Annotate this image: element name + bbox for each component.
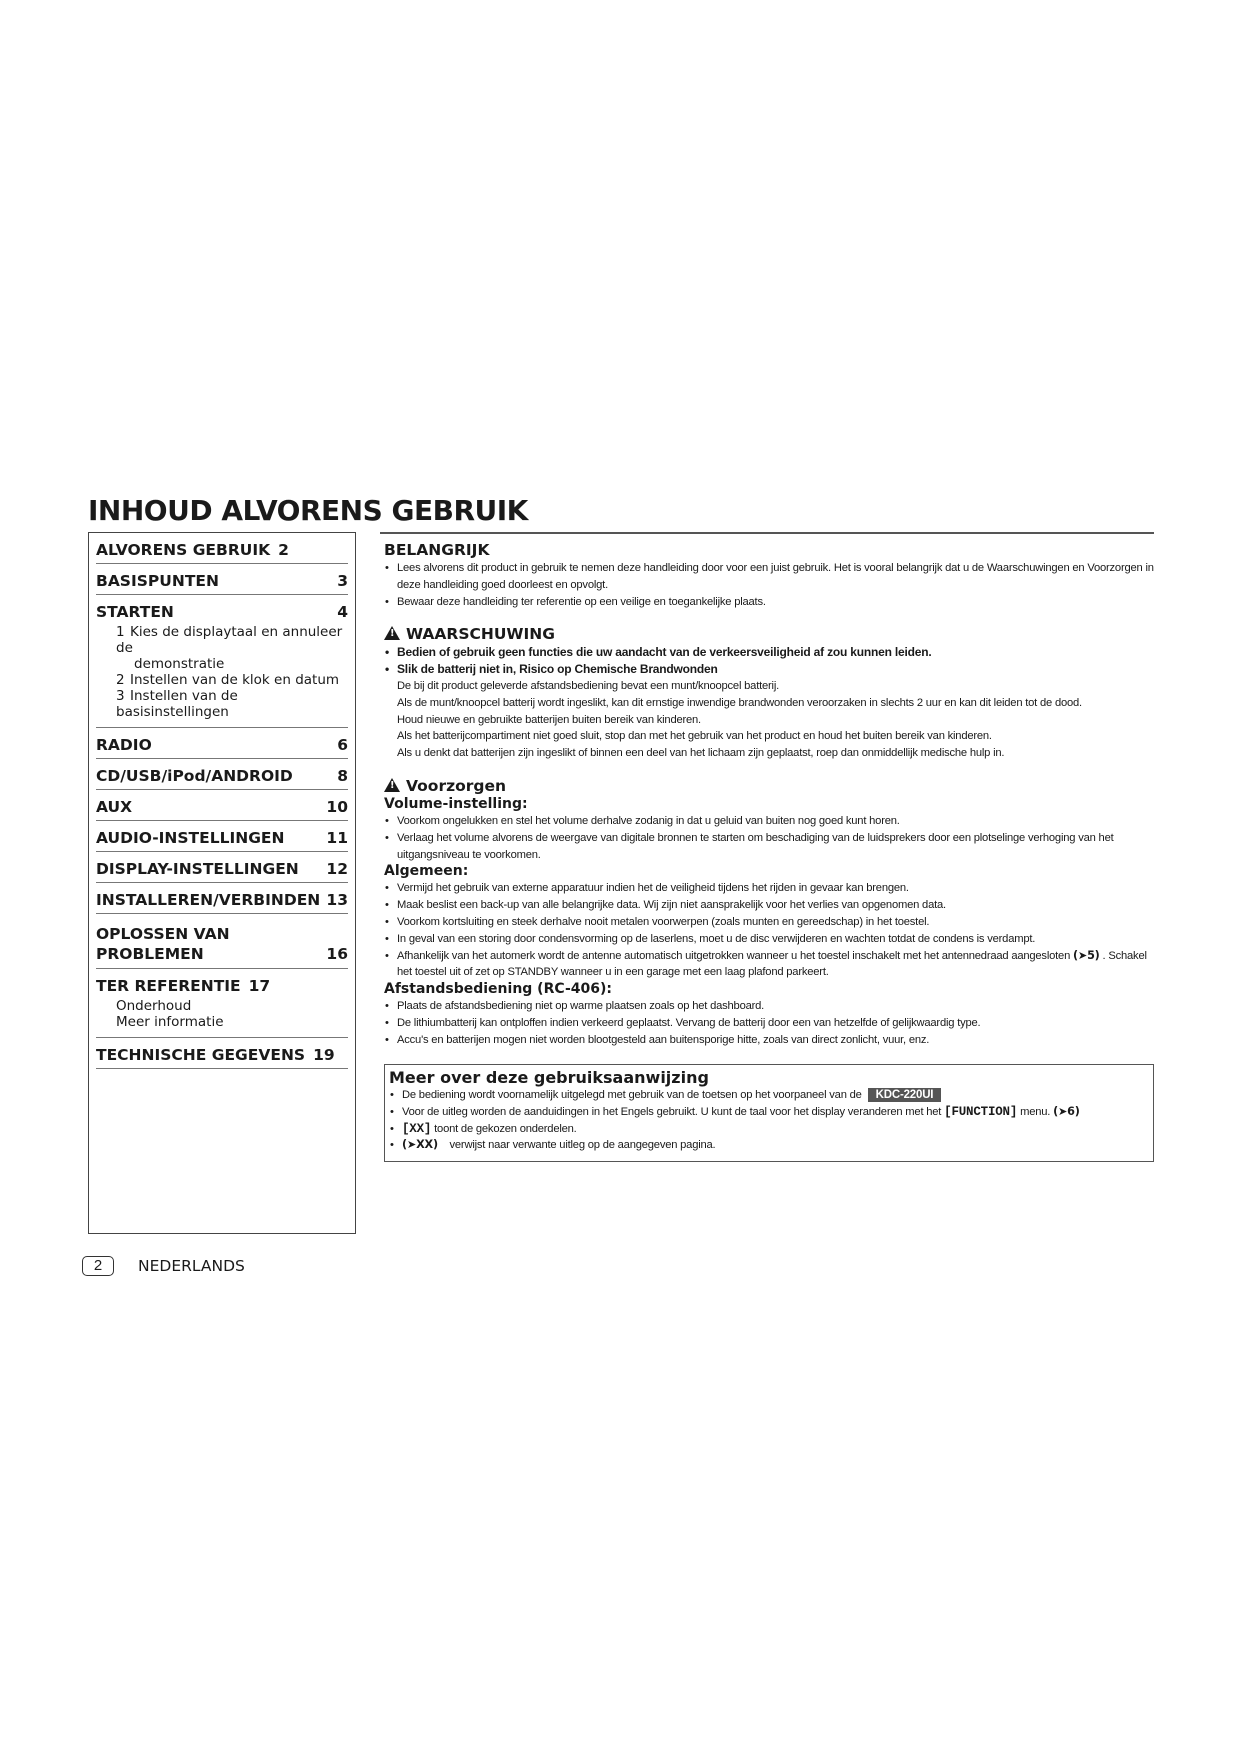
toc-entry[interactable] [96,533,348,564]
list-item: • Bewaar deze handleiding ter referentie op een veilige en toegankelijke plaats. [384,594,1154,611]
belangrijk-list [384,560,1154,610]
toc-page-number: 17 [248,977,271,995]
list-item: • Voorkom ongelukken en stel het volume derhalve zodanig in dat u geluid van buiten nog goed kunt horen. [384,813,1154,830]
algemeen-list [384,880,1154,981]
toc-label: BASISPUNTEN [96,572,219,590]
volume-list [384,813,1154,863]
list-item: • Verlaag het volume alvorens de weergave van digitale bronnen te starten om beschadiging van de luidsprekers door een plotselinge verhoging van het uitgangsniveau te voorkomen. [384,830,1154,864]
waarschuwing-list [384,644,1154,678]
table-of-contents [88,532,356,1234]
toc-label: AUX [96,798,133,816]
toc-subitem[interactable]: Onderhoud [116,998,192,1014]
warning-icon [384,778,400,792]
text-line: Als de munt/knoopcel batterij wordt ingeslikt, kan dit ernstige inwendige brandwonden veroorzaken in slechts 2 uur en kan dit leiden tot de dood. [397,696,1082,709]
battery-warning-text [384,678,1154,762]
text-line: Als het batterijcompartiment niet goed sluit, stop dan met het gebruik van het product en houd het buiten bereik van kinderen. [397,730,992,743]
list-item: • De bediening wordt voornamelijk uitgelegd met gebruik van de toetsen op het voorpaneel van de KDC-220UI [389,1087,1149,1104]
toc-subitem[interactable]: Meer informatie [116,1014,224,1030]
toc-sublist [96,622,348,724]
toc-entry[interactable] [96,969,348,1038]
toc-label: RADIO [96,736,152,754]
list-item: • [XX] toont de gekozen onderdelen. [389,1121,1149,1138]
reference-placeholder: (➤XX) [402,1138,438,1152]
list-item: • Vermijd het gebruik van externe apparatuur indien het de veiligheid tijdens het rijden in gevaar kan brengen. [384,880,1154,897]
warning-icon [384,626,400,640]
volume-heading: Volume-instelling: [384,795,528,812]
toc-page-number: 13 [326,891,348,909]
toc-label: DISPLAY-INSTELLINGEN [96,860,299,878]
text-line: Als u denkt dat batterijen zijn ingeslikt of binnen een deel van het lichaam zijn geplaatst, roep dan onmiddellijk medische hulp in. [397,747,1005,760]
toc-page-number: 4 [337,603,348,621]
text-line: Houd nieuwe en gebruikte batterijen buiten bereik van kinderen. [397,713,701,726]
toc-entry[interactable] [96,759,348,790]
list-item: • Voorkom kortsluiting en steek derhalve nooit metalen voorwerpen (zoals munten en gereedschap) in het toestel. [384,914,1154,931]
toc-label: STARTEN [96,603,174,621]
toc-subitem[interactable]: 2 Instellen van de klok en datum [116,672,340,688]
toc-list [89,533,355,1069]
toc-label: ALVORENS GEBRUIK [96,541,271,559]
afstandsbediening-heading: Afstandsbediening (RC-406): [384,981,612,998]
toc-entry[interactable] [96,790,348,821]
belangrijk-section [384,540,1154,610]
voorzorgen-section [384,776,1154,1049]
toc-page-number: 2 [278,541,289,559]
main-content [384,540,1154,1049]
list-item: • Lees alvorens dit product in gebruik te nemen deze handleiding door voor een juist gebruik. Het is vooral belangrijk dat u de Waarschuwingen en Voorzorgen in deze handleiding goed doorleest en opvolgt. [384,560,1154,594]
toc-page-number: 16 [326,945,348,963]
list-item: • Accu's en batterijen mogen niet worden blootgesteld aan buitensporige hitte, zoals van direct zonlicht, vuur, enz. [384,1032,1154,1049]
page-footer [82,1256,245,1276]
toc-page-number: 8 [337,767,348,785]
toc-entry[interactable] [96,883,348,914]
waarschuwing-heading: !WAARSCHUWING [384,624,1154,644]
afstandsbediening-list [384,998,1154,1048]
manual-info-box [384,1064,1154,1162]
toc-entry[interactable] [96,914,348,969]
toc-page-number: 3 [337,572,348,590]
list-item: • In geval van een storing door condensvorming op de laserlens, moet u de disc verwijderen en wachten totdat de condens is verdampt. [384,931,1154,948]
toc-entry[interactable] [96,1038,348,1069]
list-item: • De lithiumbatterij kan ontploffen indien verkeerd geplaatst. Vervang de batterij door een van hetzelfde of gelijkwaardig type. [384,1015,1154,1032]
language-label: NEDERLANDS [138,1257,245,1275]
list-item: • Slik de batterij niet in, Risico op Chemische Brandwonden [384,661,1154,678]
info-box-list [389,1087,1149,1154]
function-key-label: [FUNCTION] [944,1104,1018,1119]
toc-entry[interactable] [96,728,348,759]
list-item: • Maak beslist een back-up van alle belangrijke data. Wij zijn niet aansprakelijk voor het verlies van opgenomen data. [384,897,1154,914]
key-placeholder: [XX] [402,1121,432,1136]
voorzorgen-heading: !Voorzorgen [384,776,1154,796]
toc-page-number: 19 [313,1046,335,1064]
page-title: INHOUD ALVORENS GEBRUIK [88,494,528,527]
list-item: • Afhankelijk van het automerk wordt de antenne automatisch uitgetrokken wanneer u het toestel inschakelt met het antennedraad aangesloten (➤5) . Schakel het toestel uit of zet op STANDBY wanneer u in een garage met een laag plafond parkeert. [384,948,1154,982]
toc-label: AUDIO-INSTELLINGEN [96,829,285,847]
toc-label: TECHNISCHE GEGEVENS [96,1046,306,1064]
page-reference[interactable]: (➤6) [1053,1104,1080,1118]
toc-label: OPLOSSEN VAN PROBLEMEN [96,925,230,963]
toc-label: CD/USB/iPod/ANDROID [96,767,293,785]
title-rule [380,532,1154,534]
toc-entry[interactable] [96,852,348,883]
toc-page-number: 10 [326,798,348,816]
list-item: • Voor de uitleg worden de aanduidingen in het Engels gebruikt. U kunt de taal voor het display veranderen met het [FUNCTION] menu. (➤6) [389,1104,1149,1121]
info-box-title: Meer over deze gebruiksaanwijzing [389,1068,709,1087]
toc-page-number: 12 [326,860,348,878]
toc-entry[interactable] [96,564,348,595]
toc-entry[interactable] [96,821,348,852]
toc-label: TER REFERENTIE [96,977,241,995]
toc-sublist [96,996,348,1034]
page-reference[interactable]: (➤5) [1073,948,1100,962]
list-item: • (➤XX) verwijst naar verwante uitleg op de aangegeven pagina. [389,1137,1149,1154]
toc-subitem[interactable]: 1 Kies de displaytaal en annuleer de demonstratie [116,624,343,672]
algemeen-heading: Algemeen: [384,863,469,880]
toc-subitem[interactable]: 3 Instellen van de basisinstellingen [116,688,238,720]
list-item: • Bedien of gebruik geen functies die uw aandacht van de verkeersveiligheid af zou kunnen leiden. [384,644,1154,661]
toc-page-number: 6 [337,736,348,754]
model-badge: KDC-220UI [868,1088,942,1102]
text-line: De bij dit product geleverde afstandsbediening bevat een munt/knoopcel batterij. [397,679,780,692]
toc-label: INSTALLEREN/VERBINDEN [96,891,321,909]
toc-entry[interactable] [96,595,348,728]
list-item: • Plaats de afstandsbediening niet op warme plaatsen zoals op het dashboard. [384,998,1154,1015]
toc-page-number: 11 [326,829,348,847]
page-number: 2 [82,1256,114,1276]
belangrijk-heading: BELANGRIJK [384,541,490,559]
waarschuwing-section [384,624,1154,762]
